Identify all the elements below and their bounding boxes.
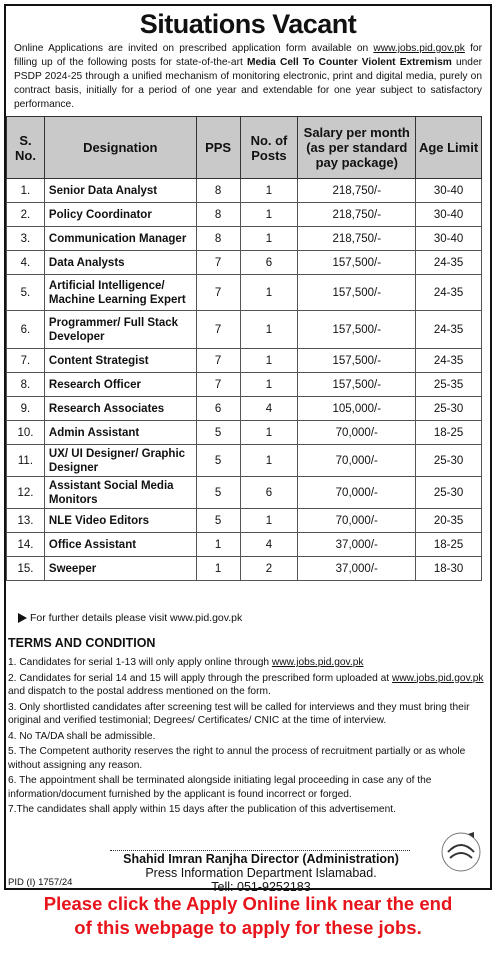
cell-pps: 7	[196, 311, 240, 349]
table-row	[7, 275, 482, 311]
cell-designation: Artificial Intelligence/ Machine Learning Expert	[44, 275, 196, 311]
cell-sno: 12.	[7, 477, 45, 509]
cell-posts: 2	[240, 557, 298, 581]
arrow-icon	[18, 613, 27, 623]
cell-salary: 157,500/-	[298, 349, 416, 373]
term-text: and dispatch to the postal address mentioned on the form.	[8, 686, 271, 697]
cell-pps: 8	[196, 179, 240, 203]
cell-pps: 1	[196, 533, 240, 557]
table-row	[7, 533, 482, 557]
term-text: 2. Candidates for serial 14 and 15 will apply through the prescribed form uploaded at	[8, 672, 392, 684]
table-row	[7, 311, 482, 349]
cell-salary: 218,750/-	[298, 203, 416, 227]
cell-posts: 1	[240, 227, 298, 251]
header-salary: Salary per month (as per standard pay package)	[298, 117, 416, 179]
header-pps: PPS	[196, 117, 240, 179]
cell-salary: 70,000/-	[298, 509, 416, 533]
cell-salary: 157,500/-	[298, 311, 416, 349]
term-item: 4. No TA/DA shall be admissible.	[8, 730, 156, 742]
cell-posts: 1	[240, 179, 298, 203]
terms-title: TERMS AND CONDITION	[8, 636, 156, 650]
cell-designation: NLE Video Editors	[44, 509, 196, 533]
term-link[interactable]: www.jobs.pid.gov.pk	[271, 657, 364, 668]
table-header-row	[7, 117, 482, 179]
cell-sno: 14.	[7, 533, 45, 557]
cell-designation: Office Assistant	[44, 533, 196, 557]
cell-salary: 37,000/-	[298, 557, 416, 581]
intro-text: Online Applications are invited on prescribed application form available on	[14, 43, 374, 54]
intro-text: for filling up of the following posts for state-of-the-art	[14, 43, 482, 68]
cell-pps: 5	[196, 421, 240, 445]
cell-sno: 8.	[7, 373, 45, 397]
cell-age: 25-30	[416, 397, 482, 421]
cell-salary: 157,500/-	[298, 251, 416, 275]
cell-posts: 4	[240, 533, 298, 557]
cell-age: 18-30	[416, 557, 482, 581]
further-details	[18, 612, 242, 624]
cell-age: 18-25	[416, 421, 482, 445]
header-posts: No. of Posts	[240, 117, 298, 179]
cell-sno: 10.	[7, 421, 45, 445]
azm-e-istehkam-logo-icon	[438, 828, 484, 874]
cell-sno: 15.	[7, 557, 45, 581]
table-row	[7, 557, 482, 581]
cell-posts: 1	[240, 203, 298, 227]
cell-sno: 6.	[7, 311, 45, 349]
header-sno: S. No.	[7, 117, 45, 179]
cell-age: 20-35	[416, 509, 482, 533]
cell-designation: Communication Manager	[44, 227, 196, 251]
cell-posts: 6	[240, 477, 298, 509]
term-item	[8, 656, 484, 670]
cell-posts: 1	[240, 421, 298, 445]
further-details-text: For further details please visit www.pid.gov.pk	[30, 612, 243, 624]
cell-designation: Policy Coordinator	[44, 203, 196, 227]
cell-posts: 6	[240, 251, 298, 275]
cell-sno: 5.	[7, 275, 45, 311]
cell-designation: Sweeper	[44, 557, 196, 581]
cell-age: 24-35	[416, 349, 482, 373]
cell-salary: 218,750/-	[298, 179, 416, 203]
cell-posts: 1	[240, 509, 298, 533]
term-item: 6. The appointment shall be terminated alongside initiating legal proceeding in case any of the information/document furnished by the applicant is found incorrect or forged.	[8, 775, 432, 800]
signatory-department: Press Information Department Islamabad.	[145, 866, 377, 880]
cell-pps: 6	[196, 397, 240, 421]
cell-age: 30-40	[416, 179, 482, 203]
intro-paragraph	[6, 40, 490, 112]
cell-salary: 70,000/-	[298, 421, 416, 445]
cell-designation: Assistant Social Media Monitors	[44, 477, 196, 509]
cell-pps: 1	[196, 557, 240, 581]
cell-age: 25-30	[416, 477, 482, 509]
header-age: Age Limit	[416, 117, 482, 179]
table-row	[7, 349, 482, 373]
cell-posts: 1	[240, 275, 298, 311]
term-link[interactable]: www.jobs.pid.gov.pk	[391, 672, 484, 684]
cell-salary: 105,000/-	[298, 397, 416, 421]
note-line: of this webpage to apply for these jobs.	[74, 917, 422, 938]
cell-age: 25-35	[416, 373, 482, 397]
cell-posts: 1	[240, 311, 298, 349]
cell-designation: UX/ UI Designer/ Graphic Designer	[44, 445, 196, 477]
table-row	[7, 509, 482, 533]
apply-online-note	[0, 892, 496, 940]
cell-designation: Research Associates	[44, 397, 196, 421]
cell-salary: 218,750/-	[298, 227, 416, 251]
cell-salary: 37,000/-	[298, 533, 416, 557]
cell-pps: 5	[196, 509, 240, 533]
intro-text: under PSDP 2024-25 through a unified mechanism of monitoring electronic, print and digital media, purely on contract basis, initially for a period of one year and extendable for one year subject to satisfactory performance.	[14, 57, 483, 110]
table-row	[7, 421, 482, 445]
cell-salary: 70,000/-	[298, 445, 416, 477]
cell-sno: 9.	[7, 397, 45, 421]
cell-posts: 1	[240, 445, 298, 477]
cell-age: 18-25	[416, 533, 482, 557]
pid-number: PID (I) 1757/24	[8, 877, 73, 888]
note-line: Please click the Apply Online link near the end	[43, 893, 453, 914]
term-item: 5. The Competent authority reserves the right to annul the process of recruitment partially or as whole without assigning any reason.	[8, 746, 466, 771]
cell-age: 24-35	[416, 251, 482, 275]
term-text: 1. Candidates for serial 1-13 will only apply online through	[8, 657, 272, 668]
cell-sno: 3.	[7, 227, 45, 251]
signatory-phone: Tell: 051-9252183	[211, 880, 311, 894]
signature-block	[96, 852, 426, 894]
terms-list	[8, 656, 484, 819]
table-row	[7, 251, 482, 275]
term-item	[8, 672, 484, 699]
table-row	[7, 445, 482, 477]
term-item: 3. Only shortlisted candidates after screening test will be called for interviews and they must bring their original and verified testimonial; Degrees/ Certificates/ CNIC at the time of interview.	[8, 701, 470, 726]
table-row	[7, 373, 482, 397]
cell-salary: 70,000/-	[298, 477, 416, 509]
table-row	[7, 179, 482, 203]
cell-sno: 4.	[7, 251, 45, 275]
signatory-name: Shahid Imran Ranjha Director (Administration)	[123, 852, 399, 866]
cell-pps: 8	[196, 227, 240, 251]
cell-pps: 7	[196, 373, 240, 397]
cell-posts: 1	[240, 349, 298, 373]
cell-pps: 7	[196, 275, 240, 311]
cell-age: 24-35	[416, 275, 482, 311]
cell-age: 30-40	[416, 227, 482, 251]
signature-divider	[110, 850, 410, 851]
term-item: 7.The candidates shall apply within 15 days after the publication of this advertisement.	[8, 804, 396, 815]
cell-designation: Content Strategist	[44, 349, 196, 373]
cell-designation: Data Analysts	[44, 251, 196, 275]
cell-posts: 4	[240, 397, 298, 421]
cell-designation: Admin Assistant	[44, 421, 196, 445]
cell-pps: 8	[196, 203, 240, 227]
cell-salary: 157,500/-	[298, 373, 416, 397]
table-row	[7, 203, 482, 227]
cell-salary: 157,500/-	[298, 275, 416, 311]
cell-sno: 11.	[7, 445, 45, 477]
posts-table	[6, 116, 482, 581]
cell-designation: Programmer/ Full Stack Developer	[44, 311, 196, 349]
cell-designation: Research Officer	[44, 373, 196, 397]
cell-pps: 7	[196, 349, 240, 373]
header-designation: Designation	[44, 117, 196, 179]
cell-designation: Senior Data Analyst	[44, 179, 196, 203]
cell-pps: 7	[196, 251, 240, 275]
cell-age: 30-40	[416, 203, 482, 227]
cell-pps: 5	[196, 445, 240, 477]
intro-link[interactable]: www.jobs.pid.gov.pk	[373, 43, 465, 54]
intro-bold: Media Cell To Counter Violent Extremism	[246, 57, 452, 68]
cell-age: 25-30	[416, 445, 482, 477]
table-row	[7, 477, 482, 509]
cell-pps: 5	[196, 477, 240, 509]
table-row	[7, 397, 482, 421]
table-row	[7, 227, 482, 251]
cell-posts: 1	[240, 373, 298, 397]
cell-sno: 13.	[7, 509, 45, 533]
cell-sno: 1.	[7, 179, 45, 203]
cell-sno: 7.	[7, 349, 45, 373]
cell-age: 24-35	[416, 311, 482, 349]
ad-title: Situations Vacant	[139, 9, 357, 39]
cell-sno: 2.	[7, 203, 45, 227]
